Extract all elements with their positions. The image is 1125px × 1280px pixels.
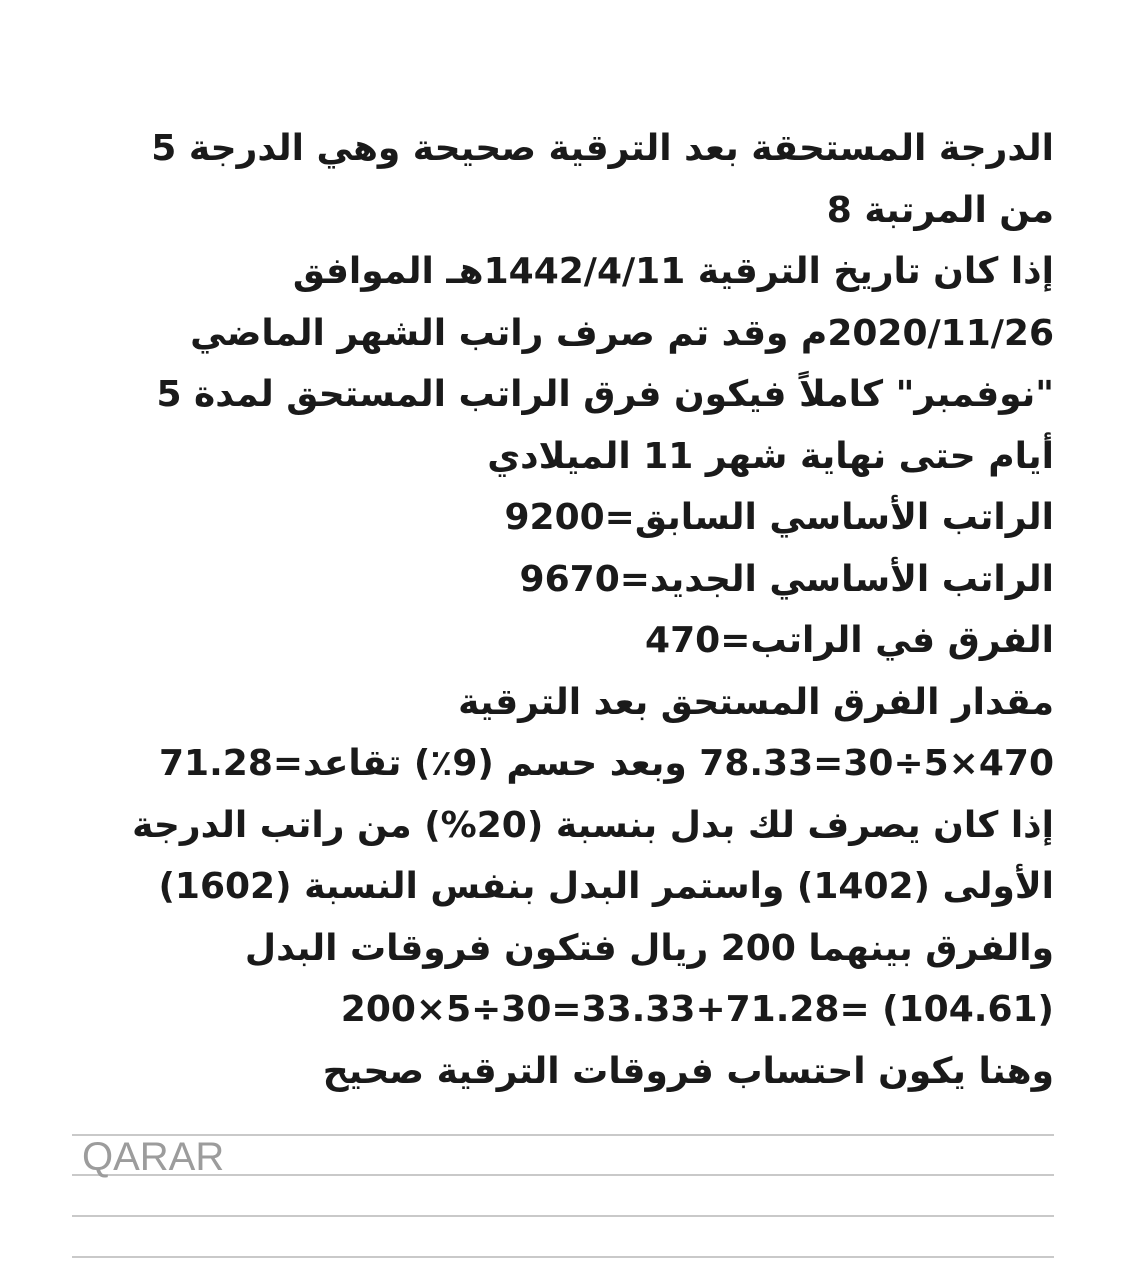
watermark-label: QARAR: [82, 1135, 225, 1179]
note-line: 200×5÷30=33.33+71.28= (104.61): [340, 989, 1054, 1030]
note-line: إذا كان تاريخ الترقية 1442/4/11هـ الموافق: [292, 251, 1054, 292]
note-line: "نوفمبر" كاملاً فيكون فرق الراتب المستحق لمدة 5: [156, 374, 1054, 415]
note-line: من المرتبة 8: [826, 189, 1054, 231]
note-line: أيام حتى نهاية شهر 11 الميلادي: [487, 435, 1054, 477]
note-line: 470×5÷30=78.33 وبعد حسم (9٪) تقاعد=71.28: [159, 743, 1054, 784]
rule-line: [72, 1215, 1054, 1217]
note-body: [70, 118, 1054, 1102]
rule-line: [72, 1256, 1054, 1258]
note-line: إذا كان يصرف لك بدل بنسبة (20%) من راتب الدرجة: [132, 804, 1054, 846]
note-line: مقدار الفرق المستحق بعد الترقية: [458, 681, 1054, 723]
note-line: الراتب الأساسي السابق=9200: [504, 497, 1054, 538]
note-line: وهنا يكون احتساب فروقات الترقية صحيح: [322, 1050, 1054, 1092]
note-line: والفرق بينهما 200 ريال فتكون فروقات البدل: [244, 927, 1054, 969]
note-line: الفرق في الراتب=470: [645, 620, 1054, 661]
note-line: الأولى (1402) واستمر البدل بنفس النسبة (1602): [158, 866, 1054, 907]
note-line: 2020/11/26م وقد تم صرف راتب الشهر الماضي: [190, 312, 1054, 354]
note-line: الراتب الأساسي الجديد=9670: [519, 558, 1054, 600]
note-line: الدرجة المستحقة بعد الترقية صحيحة وهي الدرجة 5: [151, 128, 1054, 169]
